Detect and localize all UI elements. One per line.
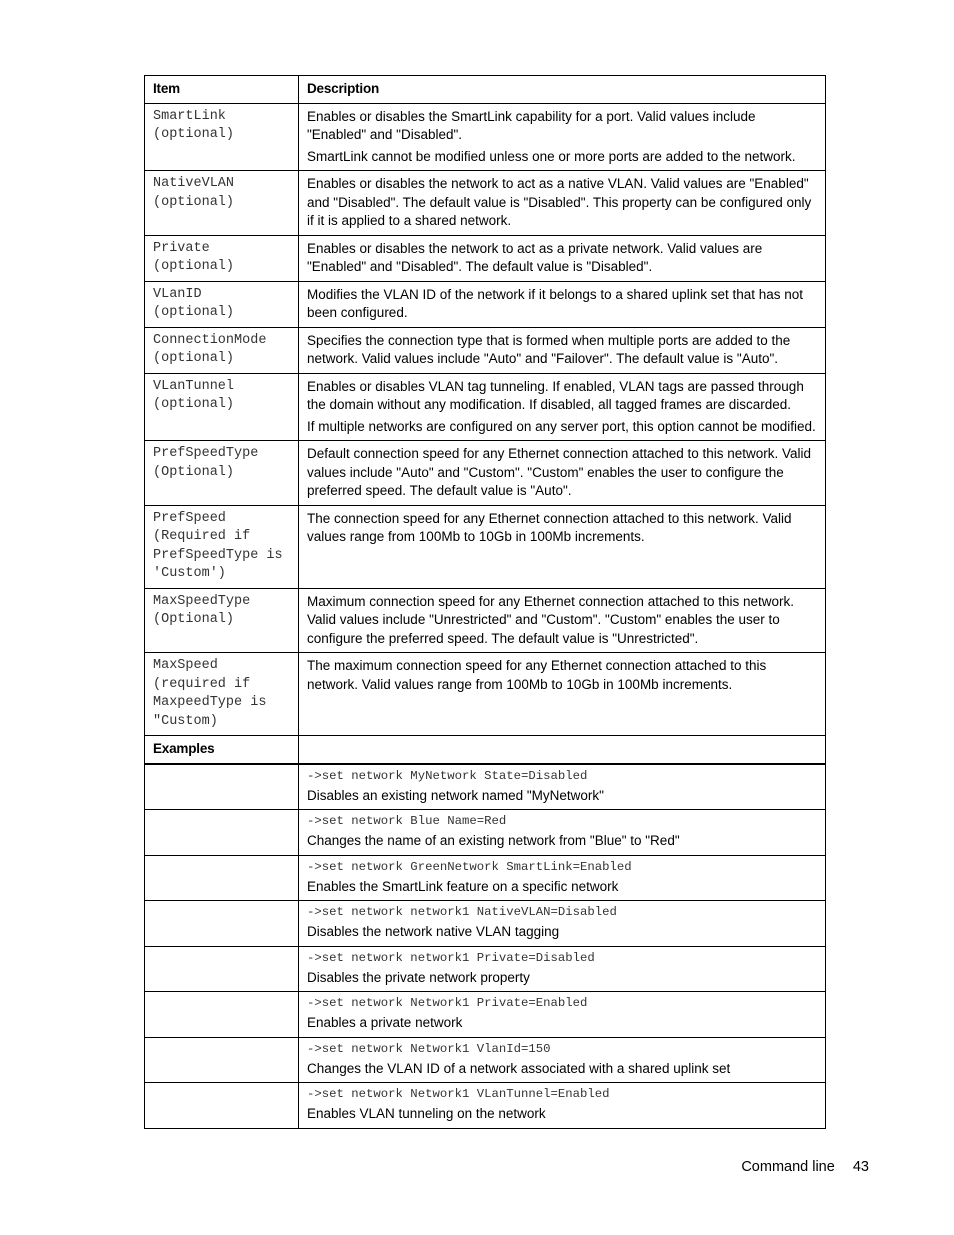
example-cell	[299, 992, 826, 1038]
example-command: ->set network MyNetwork State=Disabled	[307, 768, 588, 783]
table-row	[145, 235, 826, 281]
column-header-item: Item	[145, 76, 299, 104]
property-description: Enables or disables VLAN tag tunneling. If enabled, VLAN tags are passed through the domain without any modification. If disabled, all tagged frames are discarded. If multiple networks are configured on any server port, this option cannot be modified.	[299, 373, 826, 441]
example-command: ->set network network1 Private=Disabled	[307, 950, 595, 965]
property-description: Enables or disables the network to act as a private network. Valid values are "Enabled" and "Disabled". The default value is "Disabled".	[299, 235, 826, 281]
example-cell	[299, 946, 826, 992]
example-spacer	[145, 946, 299, 992]
example-command: ->set network Network1 Private=Enabled	[307, 996, 588, 1010]
example-description: Changes the VLAN ID of a network associated with a shared uplink set	[307, 1060, 731, 1076]
example-description: Disables an existing network named "MyNetwork"	[307, 787, 604, 803]
property-name: VLanID (optional)	[145, 281, 299, 327]
example-description: Enables the SmartLink feature on a specific network	[307, 878, 619, 894]
example-spacer	[145, 1037, 299, 1083]
property-description: Enables or disables the network to act as a native VLAN. Valid values are "Enabled" and "Disabled". The default value is "Disabled". This property can be configured only if it is applied to a shared network.	[299, 171, 826, 236]
example-command: ->set network network1 NativeVLAN=Disabled	[307, 905, 617, 919]
example-cell	[299, 1037, 826, 1083]
table-row	[145, 171, 826, 236]
example-row	[145, 810, 826, 856]
property-name: MaxSpeedType (Optional)	[145, 588, 299, 653]
property-table	[144, 75, 826, 1129]
example-cell	[299, 901, 826, 947]
table-row	[145, 103, 826, 171]
property-description: Enables or disables the SmartLink capability for a port. Valid values include "Enabled" and "Disabled". SmartLink cannot be modified unless one or more ports are added to the network.	[299, 103, 826, 171]
example-row	[145, 901, 826, 947]
property-name: PrefSpeed (Required if PrefSpeedType is 'Custom')	[145, 505, 299, 588]
property-name: MaxSpeed (required if MaxpeedType is "Custom)	[145, 653, 299, 736]
property-description: Modifies the VLAN ID of the network if it belongs to a shared uplink set that has not been configured.	[299, 281, 826, 327]
table-row	[145, 441, 826, 506]
example-command: ->set network Network1 VLanTunnel=Enabled	[307, 1087, 610, 1101]
example-spacer	[145, 1083, 299, 1129]
example-row	[145, 1083, 826, 1129]
property-description: The connection speed for any Ethernet connection attached to this network. Valid values range from 100Mb to 10Gb in 100Mb increments.	[299, 505, 826, 588]
example-spacer	[145, 855, 299, 901]
example-command: ->set network Blue Name=Red	[307, 814, 507, 828]
example-command: ->set network GreenNetwork SmartLink=Enabled	[307, 859, 632, 874]
property-name: NativeVLAN (optional)	[145, 171, 299, 236]
page-number: 43	[852, 1159, 869, 1175]
property-name: ConnectionMode (optional)	[145, 327, 299, 373]
property-name: VLanTunnel (optional)	[145, 373, 299, 441]
example-cell	[299, 764, 826, 810]
property-description: The maximum connection speed for any Ethernet connection attached to this network. Valid values range from 100Mb to 10Gb in 100Mb increments.	[299, 653, 826, 736]
example-spacer	[145, 901, 299, 947]
example-description: Enables VLAN tunneling on the network	[307, 1106, 546, 1121]
example-cell	[299, 855, 826, 901]
table-row	[145, 653, 826, 736]
table-row	[145, 505, 826, 588]
table-row	[145, 588, 826, 653]
examples-header-empty	[299, 736, 826, 764]
example-row	[145, 855, 826, 901]
example-spacer	[145, 764, 299, 810]
example-description: Disables the private network property	[307, 969, 530, 985]
footer-section-title: Command line	[741, 1159, 835, 1175]
property-description: Specifies the connection type that is formed when multiple ports are added to the network. Valid values include "Auto" and "Failover". The default value is "Auto".	[299, 327, 826, 373]
example-row	[145, 992, 826, 1038]
table-row	[145, 373, 826, 441]
page-footer	[741, 1159, 869, 1175]
example-row	[145, 946, 826, 992]
example-cell	[299, 810, 826, 856]
property-description: Default connection speed for any Ethernet connection attached to this network. Valid values include "Auto" and "Custom". "Custom" enables the user to configure the preferred speed. The default value is "Auto".	[299, 441, 826, 506]
property-name: SmartLink (optional)	[145, 103, 299, 171]
example-spacer	[145, 810, 299, 856]
property-description: Maximum connection speed for any Ethernet connection attached to this network. Valid values include "Unrestricted" and "Custom". "Custom" enables the user to configure the preferred speed. The default value is "Unrestricted".	[299, 588, 826, 653]
example-cell	[299, 1083, 826, 1129]
examples-label: Examples	[145, 736, 299, 764]
table-header-row	[145, 76, 826, 104]
column-header-description: Description	[299, 76, 826, 104]
table-row	[145, 281, 826, 327]
example-description: Changes the name of an existing network from "Blue" to "Red"	[307, 833, 680, 848]
property-name: Private (optional)	[145, 235, 299, 281]
example-spacer	[145, 992, 299, 1038]
example-command: ->set network Network1 VlanId=150	[307, 1041, 551, 1056]
example-description: Enables a private network	[307, 1015, 463, 1030]
example-row	[145, 1037, 826, 1083]
property-name: PrefSpeedType (Optional)	[145, 441, 299, 506]
table-row	[145, 327, 826, 373]
examples-header-row	[145, 736, 826, 764]
example-description: Disables the network native VLAN tagging	[307, 924, 560, 939]
example-row	[145, 764, 826, 810]
